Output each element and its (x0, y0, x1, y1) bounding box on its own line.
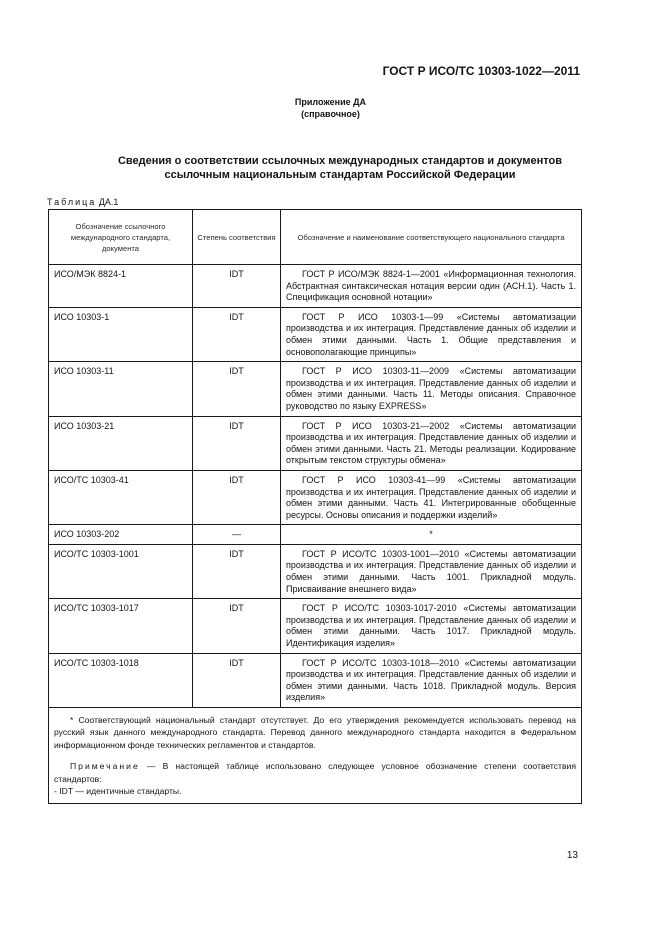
national-standard-cell: ГОСТ Р ИСО/МЭК 8824-1—2001 «Информационная технология. Абстрактная синтаксическая нотация версии один (АСН.1). Часть 1. Спецификация основной нотации» (281, 265, 582, 308)
table-row (49, 307, 582, 361)
section-title-line2: ссылочным национальным стандартам Российской Федерации (164, 169, 516, 181)
table-notes (49, 708, 582, 804)
degree-cell: IDT (193, 362, 281, 416)
intl-standard-cell: ИСО 10303-11 (49, 362, 193, 416)
table-row (49, 599, 582, 653)
intl-standard-cell: ИСО 10303-202 (49, 525, 193, 545)
degree-cell: IDT (193, 470, 281, 524)
national-standard-cell: ГОСТ Р ИСО/ТС 10303-1001—2010 «Системы автоматизации производства и их интеграция. Представление данных об изделии и обмен этими данными. Часть 1001. Прикладной модуль. Присваивание внешнего вида» (281, 544, 582, 598)
section-title (60, 154, 620, 182)
annex-heading (0, 96, 661, 120)
degree-cell: IDT (193, 544, 281, 598)
degree-cell: IDT (193, 416, 281, 470)
intl-standard-cell: ИСО 10303-1 (49, 307, 193, 361)
table-caption (47, 197, 118, 207)
footnote: * Соответствующий национальный стандарт отсутствует. До его утверждения рекомендуется использовать перевод на русский язык данного международного стандарта. Перевод данного международного стандарта находится в Федеральном информационном фонде технических регламентов и стандартов. (54, 715, 576, 750)
table-notes-row (49, 708, 582, 804)
correspondence-table (48, 209, 582, 804)
table-header-row (49, 210, 582, 265)
table-caption-label: Таблица (47, 197, 97, 207)
degree-cell: IDT (193, 265, 281, 308)
intl-standard-cell: ИСО/ТС 10303-1001 (49, 544, 193, 598)
section-title-line1: Сведения о соответствии ссылочных международных стандартов и документов (117, 155, 563, 167)
national-standard-cell: ГОСТ Р ИСО/ТС 10303-1017-2010 «Системы автоматизации производства и их интеграция. Представление данных об изделии и обмен этими данными. Часть 1017. Прикладной модуль. Идентификация изделия» (281, 599, 582, 653)
national-standard-cell: ГОСТ Р ИСО 10303-1—99 «Системы автоматизации производства и их интеграция. Представление данных об изделии и обмен этими данными. Часть 1. Общие представления и основополагающие принципы» (281, 307, 582, 361)
header-intl-standard: Обозначение ссылочного международного стандарта, документа (49, 210, 193, 265)
table-row (49, 653, 582, 707)
note (54, 760, 576, 785)
intl-standard-cell: ИСО 10303-21 (49, 416, 193, 470)
degree-cell: IDT (193, 307, 281, 361)
note-label: Примечание (70, 761, 140, 772)
national-standard-cell: ГОСТ Р ИСО/ТС 10303-1018—2010 «Системы автоматизации производства и их интеграция. Представление данных об изделии и обмен этими данными. Часть 1018. Прикладной модуль. Версия изделия» (281, 653, 582, 707)
table-caption-number: ДА.1 (98, 197, 119, 207)
table-row (49, 416, 582, 470)
document-code-header: ГОСТ Р ИСО/ТС 10303-1022—2011 (382, 64, 580, 78)
intl-standard-cell: ИСО/ТС 10303-1017 (49, 599, 193, 653)
national-standard-cell: ГОСТ Р ИСО 10303-11—2009 «Системы автоматизации производства и их интеграция. Представление данных об изделии и обмен этими данными. Часть 11. Методы описания. Справочное руководство по языку EXPRESS» (281, 362, 582, 416)
intl-standard-cell: ИСО/ТС 10303-1018 (49, 653, 193, 707)
annex-title: Приложение ДА (294, 97, 367, 107)
degree-cell: — (193, 525, 281, 545)
intl-standard-cell: ИСО/ТС 10303-41 (49, 470, 193, 524)
degree-cell: IDT (193, 599, 281, 653)
national-standard-cell: ГОСТ Р ИСО 10303-21—2002 «Системы автоматизации производства и их интеграция. Представление данных об изделии и обмен этими данными. Часть 21. Методы реализации. Кодирование открытым текстом структуры обмена» (281, 416, 582, 470)
header-national-standard: Обозначение и наименование соответствующего национального стандарта (281, 210, 582, 265)
table-row (49, 362, 582, 416)
header-degree: Степень соответствия (193, 210, 281, 265)
note-text: — В настоящей таблице использовано следующее условное обозначение степени соответствия стандартов: (54, 761, 577, 784)
national-standard-cell: ГОСТ Р ИСО 10303-41—99 «Системы автоматизации производства и их интеграция. Представление данных об изделии и обмен этими данными. Часть 41. Интегрированные обобщенные ресурсы. Основы описания и поддержки изделий» (281, 470, 582, 524)
note-item: - IDT — идентичные стандарты. (54, 786, 182, 797)
degree-cell: IDT (193, 653, 281, 707)
table-row (49, 544, 582, 598)
national-standard-cell: * (281, 525, 582, 545)
annex-subtitle: (справочное) (301, 109, 360, 119)
intl-standard-cell: ИСО/МЭК 8824-1 (49, 265, 193, 308)
table-row (49, 265, 582, 308)
page-number: 13 (566, 850, 578, 861)
table-row (49, 470, 582, 524)
table-row (49, 525, 582, 545)
